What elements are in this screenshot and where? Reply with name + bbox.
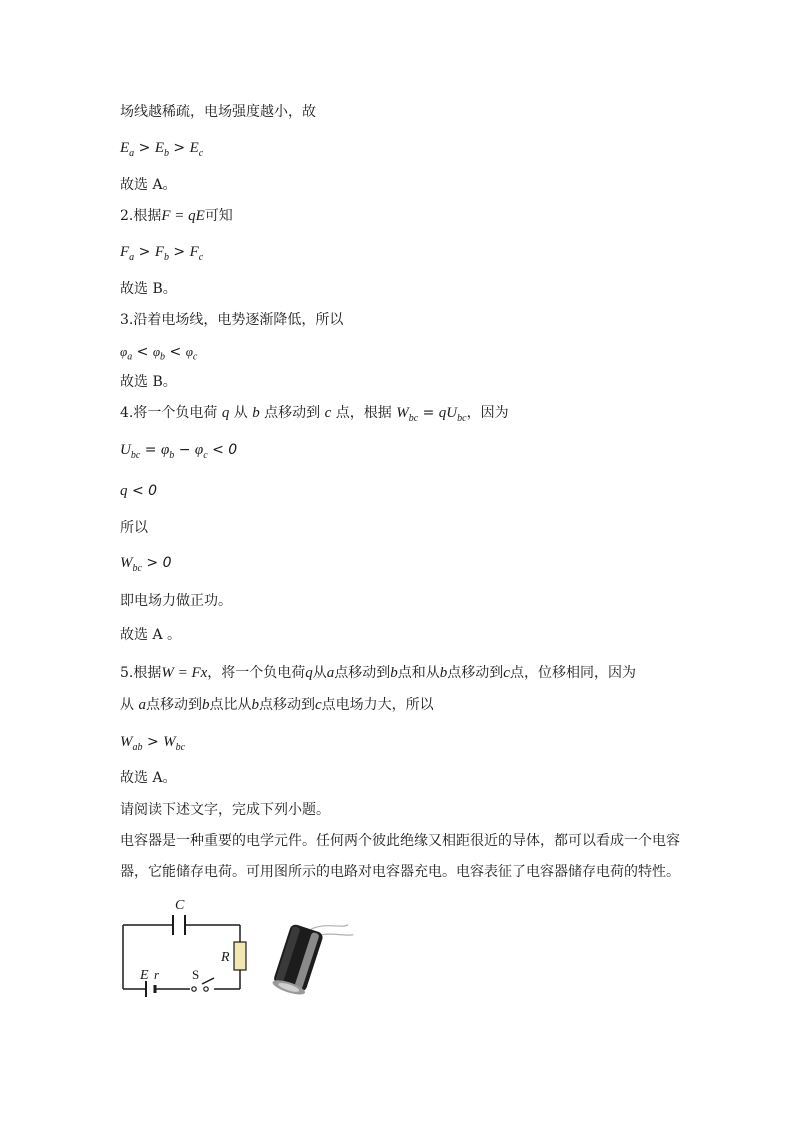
text-line: 故选 A。 [120,177,177,193]
switch-contact [204,987,208,991]
text-line: 所以 [120,520,148,536]
paragraph-line: 电容器是一种重要的电学元件。任何两个彼此绝缘又相距很近的导体，都可以看成一个电容 [120,833,680,849]
text-line: 从 a点移动到b点比从b点移动到c点电场力大，所以 [120,697,434,713]
text-line: 故选 A 。 [120,627,182,643]
formula-Wab-gt-Wbc: $W_{ab} > W_{bc}$ [120,734,186,753]
label-C: C [175,898,185,913]
text-line [120,102,316,122]
formula-q-negative: q < 0 [120,483,158,499]
label-S: S [192,967,200,982]
capacitor-photo [271,908,356,1005]
label-R: R [221,950,230,965]
text-line: 故选 A。 [120,770,177,786]
text-line: 故选 B。 [120,281,177,297]
switch-contact [192,987,196,991]
text-line: 3.沿着电场线，电势逐渐降低，所以 [120,312,344,328]
formula-E-order: $E_a > E_b > E_c$ [120,140,204,159]
text-line: 2.根据F = qE可知 [120,208,233,224]
formula-F-order: $F_a > F_b > F_c$ [120,244,204,263]
text-line: 请阅读下述文字，完成下列小题。 [120,802,330,818]
formula-Wbc-positive: $W_{bc} > 0$ [120,555,172,574]
text-line: 4.将一个负电荷 q 从 b 点移动到 c 点，根据 $W_{bc} = qU_{bc}$，因为 [120,405,509,424]
text-line: 5.根据W = Fx，将一个负电荷q从a点移动到b点和从b点移动到c点，位移相同，因为 [120,665,636,681]
text-line: 故选 B。 [120,374,177,390]
circuit-figure [118,895,368,1005]
formula-phi-order: $\varphi_a < \varphi_b < \varphi_c$ [120,344,198,363]
label-E: E [140,968,149,983]
text-line: 即电场力做正功。 [120,593,232,609]
paragraph-line: 器，它能储存电荷。可用图所示的电路对电容器充电。电容表征了电容器储存电荷的特性。 [120,864,680,880]
resistor [234,942,246,970]
formula-Ubc: $U_{bc} = \varphi_b - \varphi_c < 0$ [120,442,238,461]
label-r: r [154,967,160,982]
text: 场线越稀疏，电场强度越小，故 [120,104,316,120]
